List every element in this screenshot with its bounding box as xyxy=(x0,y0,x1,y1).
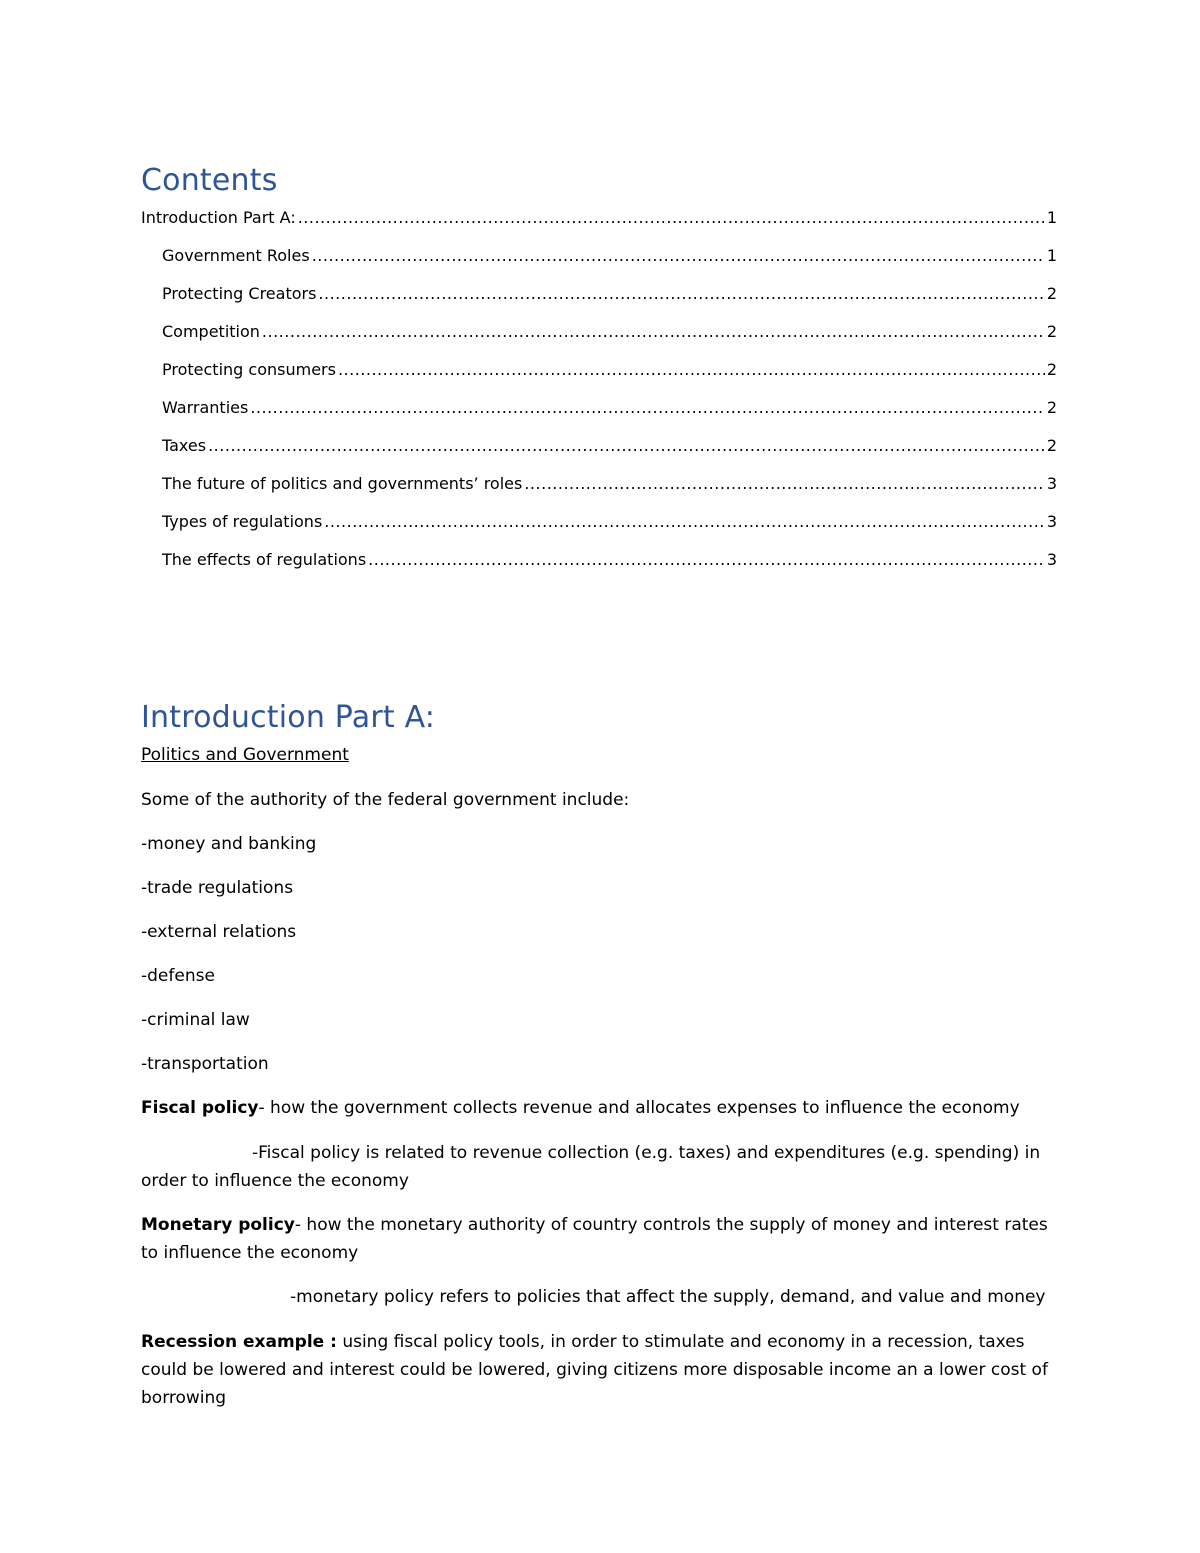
introduction-heading: Introduction Part A: xyxy=(141,700,436,735)
toc-leader-dots xyxy=(318,282,1044,306)
toc-entry[interactable] xyxy=(141,358,1057,396)
table-of-contents xyxy=(141,206,1057,586)
toc-entry[interactable] xyxy=(141,510,1057,548)
toc-entry-page: 2 xyxy=(1046,360,1057,379)
toc-entry-label: Protecting Creators xyxy=(162,284,317,303)
monetary-policy-text: - how the monetary authority of country controls the supply of money and interest rates to influence the economy xyxy=(141,1215,1048,1263)
toc-entry[interactable] xyxy=(141,434,1057,472)
toc-entry-label: The effects of regulations xyxy=(162,550,367,569)
toc-entry[interactable] xyxy=(141,472,1057,510)
toc-entry[interactable] xyxy=(141,396,1057,434)
toc-leader-dots xyxy=(262,320,1045,344)
toc-leader-dots xyxy=(338,358,1045,382)
recession-example xyxy=(141,1328,1061,1412)
toc-leader-dots xyxy=(298,206,1045,230)
toc-leader-dots xyxy=(250,396,1044,420)
toc-entry[interactable] xyxy=(141,548,1057,586)
authority-item: -external relations xyxy=(141,922,297,942)
toc-entry-page: 2 xyxy=(1046,398,1057,417)
toc-entry-page: 3 xyxy=(1046,550,1057,569)
authority-item: -trade regulations xyxy=(141,878,294,898)
toc-entry-label: Government Roles xyxy=(162,246,310,265)
fiscal-policy-text: - how the government collects revenue and allocates expenses to influence the economy xyxy=(258,1098,1020,1118)
toc-leader-dots xyxy=(312,244,1045,268)
toc-entry-label: Taxes xyxy=(162,436,207,455)
toc-leader-dots xyxy=(368,548,1045,572)
fiscal-policy-note: -Fiscal policy is related to revenue collection (e.g. taxes) and expenditures (e.g. spending) in order to influence the economy xyxy=(141,1143,1041,1191)
fiscal-policy-term: Fiscal policy xyxy=(141,1098,259,1118)
recession-example-text: using fiscal policy tools, in order to stimulate and economy in a recession, taxes could be lowered and interest could be lowered, giving citizens more disposable income an a lower cost of borrowing xyxy=(141,1332,1048,1408)
monetary-policy-note: -monetary policy refers to policies that affect the supply, demand, and value and money xyxy=(290,1287,1046,1307)
toc-entry-label: Competition xyxy=(162,322,260,341)
monetary-policy-term: Monetary policy xyxy=(141,1215,295,1235)
authority-item: -criminal law xyxy=(141,1010,250,1030)
monetary-policy-definition xyxy=(141,1211,1061,1267)
authority-intro: Some of the authority of the federal government include: xyxy=(141,790,630,810)
section-subheading: Politics and Government xyxy=(141,745,349,765)
toc-entry-page: 2 xyxy=(1046,436,1057,455)
toc-leader-dots xyxy=(208,434,1045,458)
toc-entry-page: 2 xyxy=(1046,284,1057,303)
recession-example-term: Recession example : xyxy=(141,1332,337,1352)
toc-entry-page: 1 xyxy=(1046,208,1057,227)
toc-entry-page: 1 xyxy=(1046,246,1057,265)
contents-heading: Contents xyxy=(141,163,278,198)
authority-item: -defense xyxy=(141,966,215,986)
toc-entry-page: 3 xyxy=(1046,512,1057,531)
toc-leader-dots xyxy=(524,472,1044,496)
toc-entry[interactable] xyxy=(141,206,1057,244)
toc-leader-dots xyxy=(324,510,1045,534)
toc-entry-label: Warranties xyxy=(162,398,249,417)
fiscal-policy-definition xyxy=(141,1094,1061,1122)
toc-entry[interactable] xyxy=(141,244,1057,282)
toc-entry-label: Introduction Part A: xyxy=(141,208,296,227)
authority-item: -money and banking xyxy=(141,834,317,854)
authority-item: -transportation xyxy=(141,1054,269,1074)
toc-entry[interactable] xyxy=(141,282,1057,320)
toc-entry[interactable] xyxy=(141,320,1057,358)
toc-entry-page: 3 xyxy=(1046,474,1057,493)
toc-entry-label: The future of politics and governments’ roles xyxy=(162,474,523,493)
toc-entry-label: Protecting consumers xyxy=(162,360,336,379)
toc-entry-page: 2 xyxy=(1046,322,1057,341)
toc-entry-label: Types of regulations xyxy=(162,512,323,531)
